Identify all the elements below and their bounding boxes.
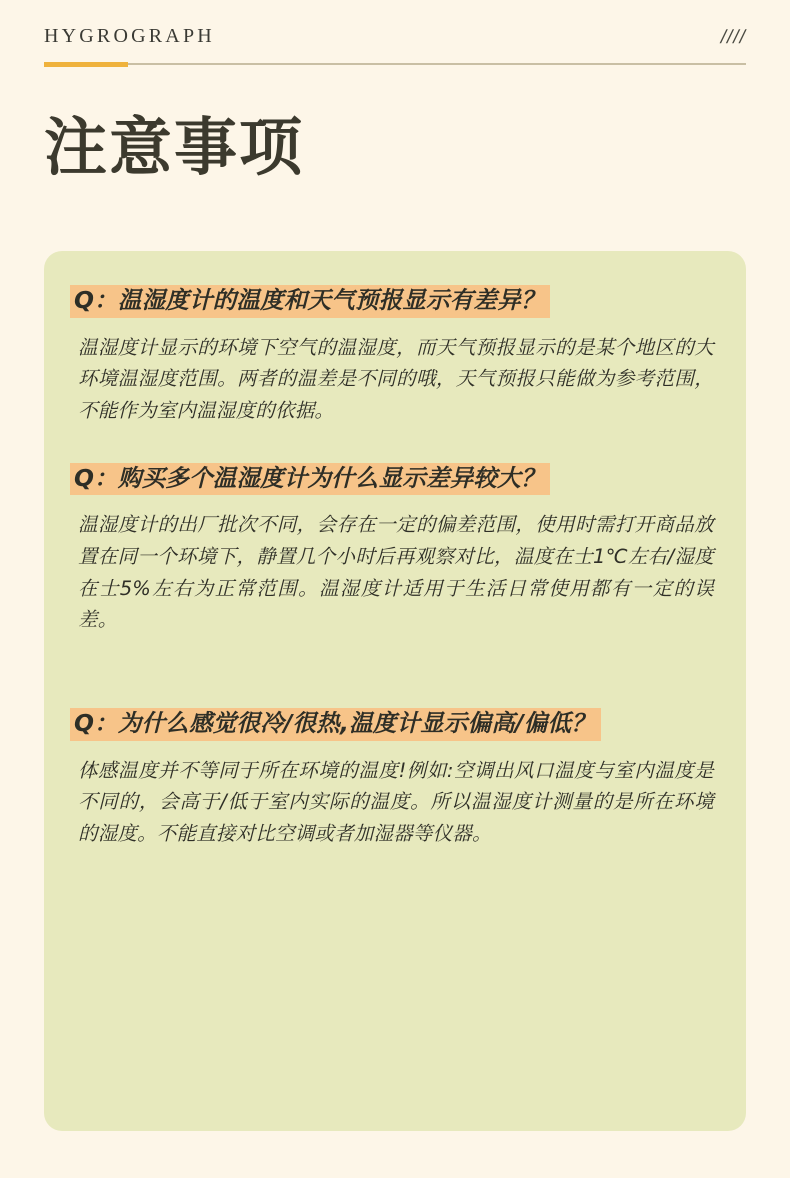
faq-question: Q：温湿度计的温度和天气预报显示有差异？ bbox=[74, 286, 545, 314]
page-header bbox=[0, 0, 790, 60]
faq-answer: 温湿度计显示的环境下空气的温湿度，而天气预报显示的是某个地区的大环境温湿度范围。两者的温差是不同的哦，天气预报只能做为参考范围，不能作为室内温湿度的依据。 bbox=[78, 335, 714, 422]
faq-item bbox=[70, 285, 720, 427]
faq-answer: 体感温度并不等同于所在环境的温度!例如:空调出风口温度与室内温度是不同的，会高于/低于室内实际的温度。所以温湿度计测量的是所在环境的湿度。不能直接对比空调或者加湿器等仪器。 bbox=[78, 758, 714, 845]
divider-line bbox=[44, 63, 746, 65]
faq-question: Q：为什么感觉很冷/很热,温度计显示偏高/偏低？ bbox=[74, 708, 595, 737]
faq-question-highlight bbox=[70, 285, 550, 318]
faq-question: Q：购买多个温湿度计为什么显示差异较大？ bbox=[74, 463, 545, 492]
spacer bbox=[70, 433, 720, 463]
faq-card bbox=[44, 251, 746, 1131]
spacer bbox=[70, 642, 720, 708]
decorative-slashes-icon: //// bbox=[718, 27, 749, 48]
divider-accent bbox=[44, 62, 128, 67]
faq-question-highlight bbox=[70, 463, 550, 496]
page-title: 注意事项 bbox=[44, 111, 304, 184]
header-divider bbox=[44, 62, 746, 67]
brand-title: HYGROGRAPH bbox=[44, 25, 215, 47]
faq-question-highlight bbox=[70, 708, 601, 741]
faq-item bbox=[70, 708, 720, 850]
faq-item bbox=[70, 463, 720, 636]
faq-answer: 温湿度计的出厂批次不同，会存在一定的偏差范围，使用时需打开商品放置在同一个环境下，静置几个小时后再观察对比，温度在士1℃左右/湿度在士5%左右为正常范围。温湿度计适用于生活日常使用都有一定的误差。 bbox=[78, 513, 714, 632]
